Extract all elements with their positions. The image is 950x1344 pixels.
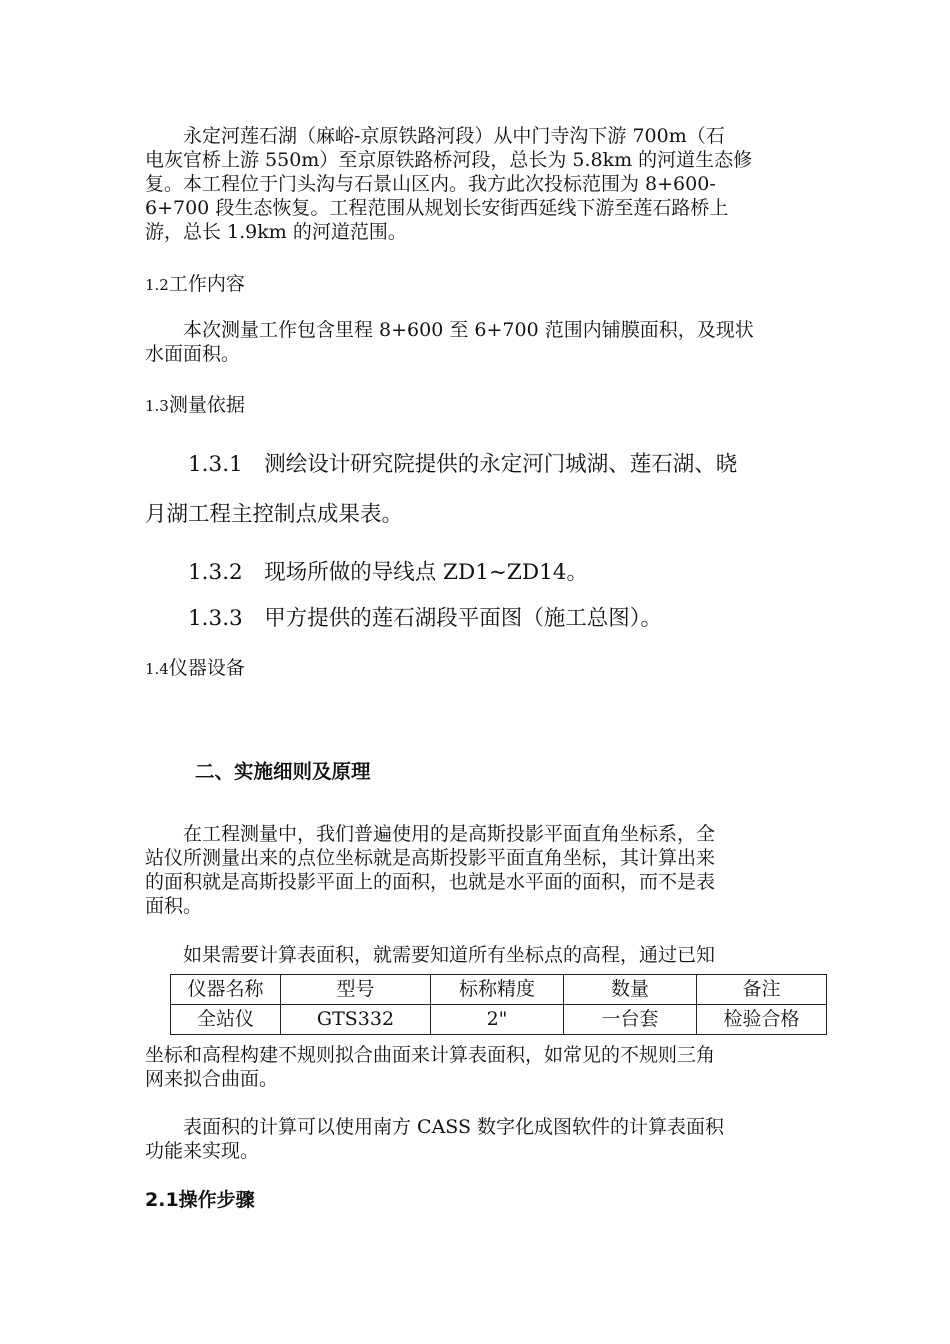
principle-paragraph: [145, 822, 810, 918]
chapter-heading: 二、实施细则及原理: [195, 760, 371, 783]
intro-line: 永定河莲石湖（麻峪-京原铁路河段）从中门寺沟下游 700m（石: [145, 125, 725, 147]
principle-line: 的面积就是高斯投影平面上的面积，也就是水平面的面积，而不是表: [145, 871, 716, 893]
section-heading-1-2: [145, 272, 245, 297]
basis-item-1-line-2: 月湖工程主控制点成果表。: [145, 502, 404, 527]
section-heading-2-1: [145, 1188, 255, 1212]
section-number: 1.4: [145, 660, 169, 678]
intro-line: 6+700 段生态恢复。工程范围从规划长安街西延线下游至莲石路桥上: [145, 197, 729, 219]
surface-line-2: 坐标和高程构建不规则拟合曲面来计算表面积，如常见的不规则三角: [145, 1044, 716, 1066]
table-cell: 2": [431, 1005, 564, 1035]
intro-paragraph: [145, 124, 810, 244]
table-header-cell: 备注: [697, 975, 827, 1005]
section-title: 仪器设备: [168, 657, 245, 679]
table-cell: 一台套: [564, 1005, 697, 1035]
table-cell: GTS332: [281, 1005, 431, 1035]
table-row: [171, 1005, 827, 1035]
intro-line: 游，总长 1.9km 的河道范围。: [145, 221, 407, 243]
surface-line-3: 网来拟合曲面。: [145, 1068, 279, 1090]
principle-line: 站仪所测量出来的点位坐标就是高斯投影平面直角坐标，其计算出来: [145, 847, 716, 869]
table-header-row: [171, 975, 827, 1005]
section-heading-1-4: [145, 656, 245, 681]
section-number: 1.3: [145, 397, 169, 415]
basis-item-1-line-1: 1.3.1 测绘设计研究院提供的永定河门城湖、莲石湖、晓: [145, 452, 738, 477]
work-line: 水面面积。: [145, 343, 241, 365]
intro-line: 电灰官桥上游 550m）至京原铁路桥河段，总长为 5.8km 的河道生态修: [145, 149, 753, 171]
section-title: 测量依据: [168, 394, 245, 416]
cass-line: 功能来实现。: [145, 1140, 260, 1162]
section-title: 操作步骤: [178, 1189, 255, 1211]
section-number: 2.1: [145, 1189, 179, 1211]
basis-item-3: 1.3.3 甲方提供的莲石湖段平面图（施工总图）。: [145, 606, 662, 631]
table-header-cell: 数量: [564, 975, 697, 1005]
intro-line: 复。本工程位于门头沟与石景山区内。我方此次投标范围为 8+600-: [145, 173, 716, 195]
cass-paragraph: [145, 1115, 810, 1163]
section-heading-1-3: [145, 393, 245, 418]
table-header-cell: 型号: [281, 975, 431, 1005]
section-number: 1.2: [145, 276, 169, 294]
table-header-cell: 标称精度: [431, 975, 564, 1005]
work-line: 本次测量工作包含里程 8+600 至 6+700 范围内铺膜面积，及现状: [145, 319, 754, 341]
principle-line: 面积。: [145, 895, 203, 917]
principle-line: 在工程测量中，我们普遍使用的是高斯投影平面直角坐标系，全: [145, 823, 716, 845]
table-cell: 检验合格: [697, 1005, 827, 1035]
instrument-table: [170, 974, 827, 1035]
table-cell: 全站仪: [171, 1005, 281, 1035]
section-title: 工作内容: [168, 273, 245, 295]
basis-item-2: 1.3.2 现场所做的导线点 ZD1~ZD14。: [145, 560, 588, 585]
surface-line-1: 如果需要计算表面积，就需要知道所有坐标点的高程，通过已知: [145, 944, 716, 966]
work-content-paragraph: [145, 318, 810, 366]
cass-line: 表面积的计算可以使用南方 CASS 数字化成图软件的计算表面积: [145, 1116, 725, 1138]
table-header-cell: 仪器名称: [171, 975, 281, 1005]
